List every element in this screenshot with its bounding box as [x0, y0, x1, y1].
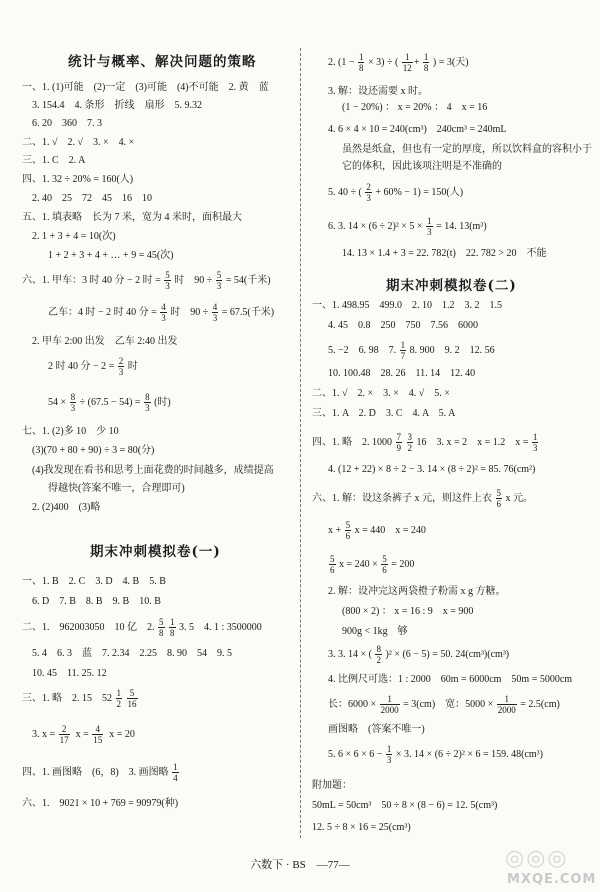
answer-line: 二、1. √ 2. × 3. × 4. √ 5. ×: [312, 388, 450, 399]
fraction: $\frac{1}{3}$: [532, 432, 538, 453]
answer-line: (800 × 2) ： x = 16 : 9 x = 900: [342, 606, 474, 617]
answer-line-fraction: 5. 40 ÷ ( $\frac{2}{3}$ + 60% − 1) = 150(人): [328, 182, 464, 203]
answer-line: 四、1. 32 ÷ 20% = 160(人): [22, 174, 134, 185]
fraction: $\frac{1}{3}$: [427, 216, 432, 237]
answer-line-fraction: 四、1. 画图略 (6，8) 3. 画图略 $\frac{1}{4}$: [22, 762, 178, 783]
fraction: $\frac{1}{2000}$: [497, 694, 516, 715]
answer-line: 一、1. (1)可能 (2)一定 (3)可能 (4)不可能 2. 黄 蓝: [22, 82, 269, 93]
fraction: $\frac{5}{3}$: [165, 270, 170, 291]
answer-line: 14. 13 × 1.4 + 3 = 22. 782(t) 22. 782 > 20 不能: [342, 248, 547, 259]
fraction: $\frac{1}{8}$: [358, 52, 364, 73]
fraction: $\frac{1}{8}$: [423, 52, 429, 73]
answer-line-fraction: x + $\frac{5}{6}$ x = 440 x = 240: [328, 520, 426, 541]
fraction: $\frac{5}{3}$: [216, 270, 222, 291]
answer-line: 3. 解：设还需要 x 时。: [328, 86, 428, 97]
fraction: $\frac{8}{3}$: [70, 392, 76, 413]
answer-line-fraction: 四、1. 略 2. 1000 $\frac{7}{9}$ $\frac{3}{2}$ 16 3. x = 2 x = 1.2 x = $\frac{1}{3}$: [312, 432, 538, 453]
answer-line-fraction: 6. 3. 14 × (6 ÷ 2)² × 5 × $\frac{1}{3}$ = 14. 13(m³): [328, 216, 487, 237]
fraction: $\frac{8}{3}$: [145, 392, 150, 413]
fraction: $\frac{5}{6}$: [382, 554, 387, 575]
answer-line: 得越快(答案不唯一，合理即可): [48, 483, 185, 494]
section-title-mock-exam-1: 期末冲刺模拟卷(一): [90, 544, 221, 560]
answer-line: 3. 154.4 4. 条形 折线 扇形 5. 9.32: [32, 100, 202, 111]
answer-line-fraction: 2. (1 − $\frac{1}{8}$ × 3) ÷ ( $\frac{1}{12}$ + $\frac{1}{8}$ ) = 3(天): [328, 52, 469, 73]
answer-line: 二、1. √ 2. √ 3. × 4. ×: [22, 137, 135, 148]
answer-line: 10. 45 11. 25. 12: [32, 668, 107, 679]
fraction: $\frac{5}{16}$: [127, 688, 137, 709]
answer-line-fraction: 54 × $\frac{8}{3}$ ÷ (67.5 − 54) = $\frac{8}{3}$ (时): [48, 392, 171, 413]
fraction: $\frac{4}{3}$: [212, 302, 218, 323]
answer-line: 三、1. A 2. D 3. C 4. A 5. A: [312, 408, 456, 419]
answer-line: 虽然是纸盒，但也有一定的厚度，所以饮料盒的容积小于: [342, 144, 592, 155]
answer-line: (4)我发现在看书和思考上面花费的时间越多，成绩提高: [32, 465, 274, 476]
page-footer: 六数下 · BS —77—: [250, 859, 350, 871]
answer-line: 六、1. 9021 × 10 + 769 = 90979(种): [22, 798, 179, 809]
fraction: $\frac{3}{2}$: [407, 432, 412, 453]
section-title-statistics: 统计与概率、解决问题的策略: [68, 54, 257, 70]
answer-line: 12. 5 ÷ 8 × 16 = 25(cm³): [312, 822, 411, 833]
answer-line: 10. 100.48 28. 26 11. 14 12. 40: [328, 368, 476, 379]
answer-line-fraction: $\frac{5}{6}$ x = 240 × $\frac{5}{6}$ = 200: [330, 554, 415, 575]
watermark-logo-icon: ◎◎◎: [505, 846, 569, 871]
answer-line: 附加题：: [312, 780, 352, 791]
answer-line: 4. (12 + 22) × 8 ÷ 2 − 3. 14 × (8 ÷ 2)² = 85. 76(cm²): [328, 464, 536, 475]
column-divider: [300, 48, 301, 838]
answer-line: 画图略 (答案不唯一): [328, 724, 425, 735]
answer-line-fraction: 六、1. 甲车：3 时 40 分 − 2 时 = $\frac{5}{3}$ 时 90 ÷ $\frac{5}{3}$ = 54(千米): [22, 270, 271, 291]
fraction: $\frac{4}{15}$: [93, 724, 103, 745]
fraction: $\frac{5}{6}$: [345, 520, 351, 541]
fraction: $\frac{5}{8}$: [159, 617, 164, 638]
answer-line: 6. 20 360 7. 3: [32, 118, 102, 129]
fraction: $\frac{1}{2}$: [116, 688, 121, 709]
answer-line: 6. D 7. B 8. B 9. B 10. B: [32, 596, 161, 607]
section-title-mock-exam-2: 期末冲刺模拟卷(二): [386, 278, 517, 294]
fraction: $\frac{7}{9}$: [396, 432, 401, 453]
answer-line: 4. 45 0.8 250 750 7.56 6000: [328, 320, 478, 331]
answer-line-fraction: 5. 6 × 6 × 6 − $\frac{1}{3}$ × 3. 14 × (6 ÷ 2)² × 6 = 159. 48(cm³): [328, 744, 544, 765]
answer-line: 2. 1 + 3 + 4 = 10(次): [32, 231, 116, 242]
answer-line-fraction: 二、1. 962003050 10 亿 2. $\frac{5}{8}$ $\frac{1}{8}$ 3. 5 4. 1 : 3500000: [22, 617, 262, 638]
fraction: $\frac{1}{2000}$: [380, 694, 399, 715]
answer-line-fraction: 六、1. 解：设这条裤子 x 元，则这件上衣 $\frac{5}{6}$ x 元。: [312, 488, 533, 509]
answer-line: 2. 甲车 2:00 出发 乙车 2:40 出发: [32, 336, 178, 347]
fraction: $\frac{4}{3}$: [161, 302, 166, 323]
fraction: $\frac{5}{6}$: [330, 554, 335, 575]
answer-line-fraction: 3. 3. 14 × ( $\frac{8}{2}$ )² × (6 − 5) = 50. 24(cm³)(cm³): [328, 644, 510, 665]
fraction: $\frac{1}{12}$: [402, 52, 412, 73]
fraction: $\frac{1}{4}$: [173, 762, 178, 783]
answer-line-fraction: 长：6000 × $\frac{1}{2000}$ = 3(cm) 宽：5000 × $\frac{1}{2000}$ = 2.5(cm): [328, 694, 560, 715]
fraction: $\frac{2}{3}$: [118, 356, 124, 377]
answer-line: (3)(70 + 80 + 90) ÷ 3 = 80(分): [32, 445, 155, 456]
answer-line: 50mL = 50cm³ 50 ÷ 8 × (8 − 6) = 12. 5(cm³): [312, 800, 498, 811]
fraction: $\frac{1}{7}$: [400, 340, 406, 361]
answer-line: 2. (2)400 (3)略: [32, 502, 101, 513]
answer-line-fraction: 3. x = $\frac{2}{17}$ x = $\frac{4}{15}$ x = 20: [32, 724, 135, 745]
answer-line: 2. 40 25 72 45 16 10: [32, 193, 152, 204]
fraction: $\frac{1}{3}$: [386, 744, 392, 765]
fraction: $\frac{2}{3}$: [366, 182, 371, 203]
fraction: $\frac{1}{8}$: [170, 617, 175, 638]
answer-line: 它的体积，因此该项注明是不准确的: [342, 161, 502, 172]
watermark: [495, 846, 595, 890]
answer-line: 1 + 2 + 3 + 4 + … + 9 = 45(次): [48, 250, 174, 261]
fraction: $\frac{2}{17}$: [59, 724, 69, 745]
answer-line: 三、1. C 2. A: [22, 155, 86, 166]
answer-line: 4. 6 × 4 × 10 = 240(cm³) 240cm³ = 240mL: [328, 124, 507, 135]
answer-line-fraction: 5. −2 6. 98 7. $\frac{1}{7}$ 8. 900 9. 2 12. 56: [328, 340, 495, 361]
answer-line: 一、1. B 2. C 3. D 4. B 5. B: [22, 576, 166, 587]
answer-line-fraction: 2 时 40 分 − 2 = $\frac{2}{3}$ 时: [48, 356, 138, 377]
answer-line-fraction: 乙车：4 时 − 2 时 40 分 = $\frac{4}{3}$ 时 90 ÷ $\frac{4}{3}$ = 67.5(千米): [48, 302, 275, 323]
answer-line: (1 − 20%) ： x = 20% ： 4 x = 16: [342, 102, 488, 113]
fraction: $\frac{5}{6}$: [496, 488, 501, 509]
fraction: $\frac{8}{2}$: [376, 644, 381, 665]
answer-line: 一、1. 498.95 499.0 2. 10 1.2 3. 2 1.5: [312, 300, 502, 311]
answer-line: 4. 比例尺可选：1 : 2000 60m = 6000cm 50m = 5000cm: [328, 674, 573, 685]
answer-line: 七、1. (2)多 10 少 10: [22, 426, 119, 437]
watermark-text: MXQE.COM: [507, 872, 597, 887]
answer-line: 900g < 1kg 够: [342, 626, 408, 637]
answer-line: 5. 4 6. 3 蓝 7. 2.34 2.25 8. 90 54 9. 5: [32, 648, 232, 659]
answer-line: 2. 解：设冲完这两袋橙子粉需 x g 方糖。: [328, 586, 506, 597]
answer-line: 五、1. 填表略 长为 7 米，宽为 4 米时，面积最大: [22, 212, 242, 223]
answer-line-fraction: 三、1. 略 2. 15 52 $\frac{1}{2}$ $\frac{5}{16}$: [22, 688, 137, 709]
